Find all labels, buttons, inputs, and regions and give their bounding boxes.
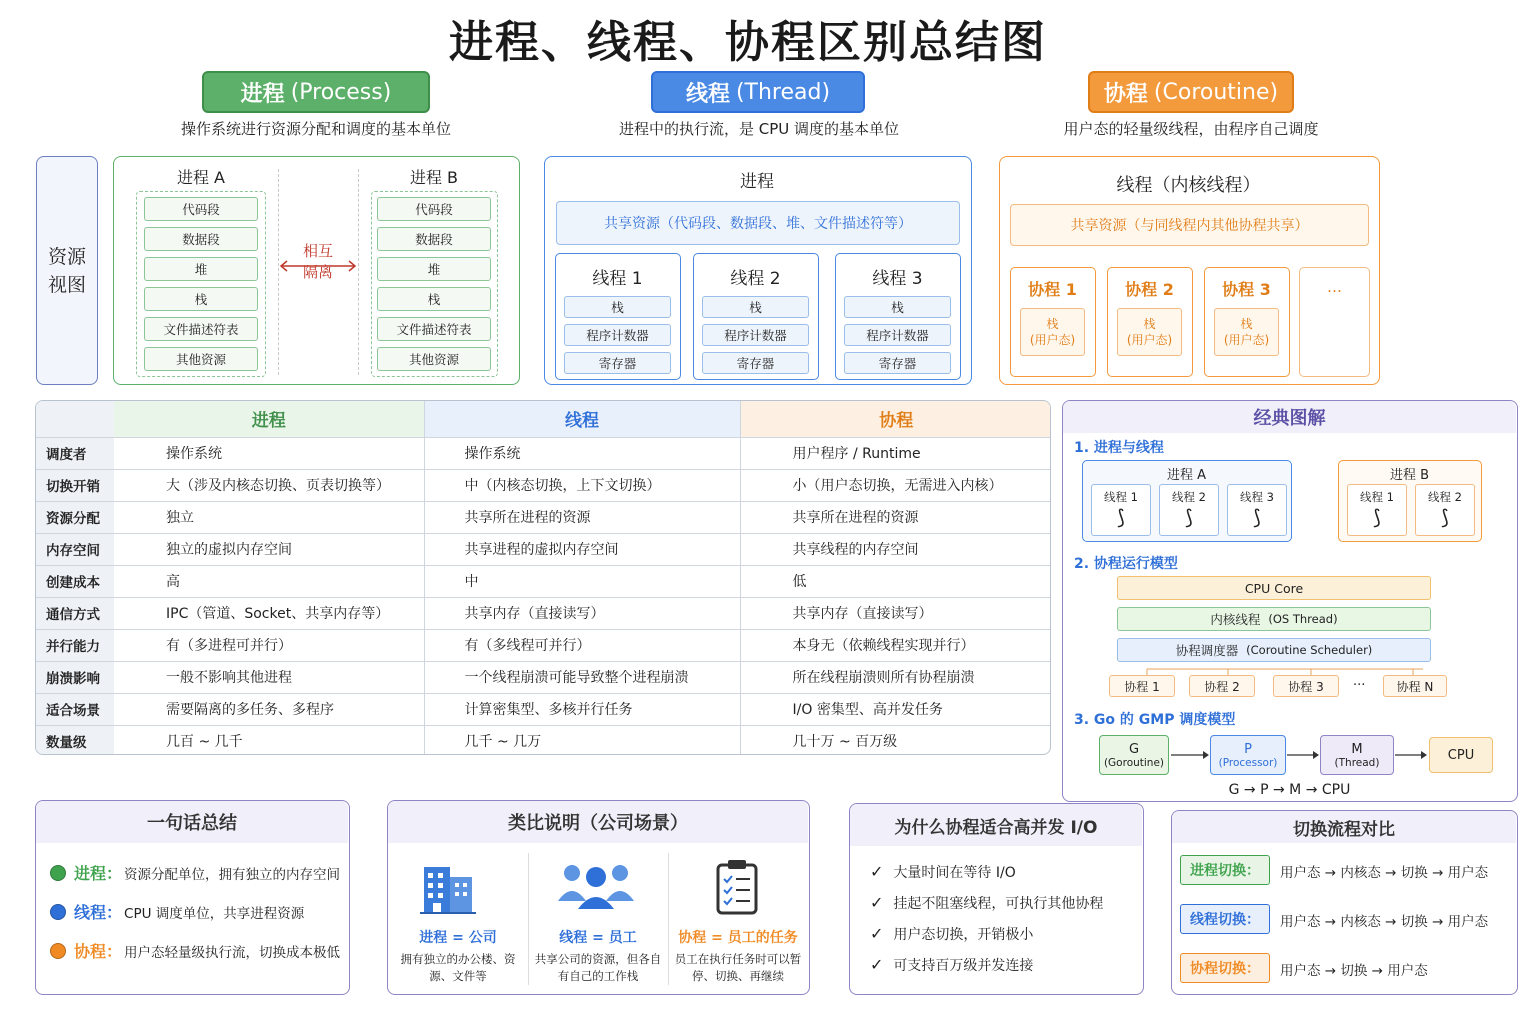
process-a-item: 数据段 <box>144 227 258 251</box>
row-cell: 共享所在进程的资源 <box>424 501 740 533</box>
process-a-item: 堆 <box>144 257 258 281</box>
coroutine-ellipsis: … <box>1299 267 1370 377</box>
row-label: 内存空间 <box>36 533 114 565</box>
people-icon <box>556 861 636 911</box>
coroutine-stack-note: (用户态) <box>1223 333 1270 347</box>
resource-view-label-text: 资源视图 <box>47 245 86 296</box>
row-cell: 一般不影响其他进程 <box>114 661 424 693</box>
table-row <box>36 469 1051 501</box>
summary-item-text: CPU 调度单位，共享进程资源 <box>124 905 305 922</box>
s1-process-a <box>1082 460 1292 542</box>
row-cell: 需要隔离的多任务、多程序 <box>114 693 424 725</box>
gmp-arrows-icon <box>1169 747 1429 763</box>
summary-item <box>50 939 345 962</box>
summary-item-text: 用户态轻量级执行流，切换成本极低 <box>124 944 341 961</box>
row-cell: 一个线程崩溃可能导致整个进程崩溃 <box>424 661 740 693</box>
thread-column <box>835 253 961 380</box>
row-cell: 几百 ~ 几千 <box>114 725 424 755</box>
process-description: 操作系统进行资源分配和调度的基本单位 <box>180 120 451 138</box>
gmp-g-box <box>1099 735 1169 775</box>
row-cell: 独立 <box>114 501 424 533</box>
coroutine-stack-label: 栈 <box>1143 317 1156 331</box>
why-item-text: 大量时间在等待 I/O <box>893 864 1016 881</box>
scheduler-label: 协程调度器 <box>1175 643 1239 658</box>
summary-item-name: 进程： <box>74 864 123 883</box>
thread-item: 寄存器 <box>564 352 671 374</box>
analogy-panel <box>387 800 810 995</box>
building-icon <box>418 857 478 915</box>
row-cell: 几十万 ~ 百万级 <box>740 725 1051 755</box>
row-cell: 低 <box>740 565 1051 597</box>
isolation-label: 相互隔离 <box>302 242 333 281</box>
table-row <box>36 533 1051 565</box>
why-item-text: 用户态切换，开销极小 <box>893 926 1034 943</box>
gmp-m-sub: (Thread) <box>1334 756 1380 769</box>
table-row <box>36 629 1051 661</box>
s1-process-a-title: 进程 A <box>1166 468 1207 483</box>
row-cell: 中（内核态切换，上下文切换） <box>424 469 740 501</box>
row-label: 创建成本 <box>36 565 114 597</box>
coroutine-header <box>1088 71 1294 113</box>
table-row <box>36 597 1051 629</box>
gmp-p-sub: (Processor) <box>1218 756 1278 769</box>
s1-title: 1. 进程与线程 <box>1074 440 1164 456</box>
row-cell: 共享线程的内存空间 <box>740 533 1051 565</box>
gmp-m: M <box>1351 741 1363 757</box>
thread-header-en: (Thread) <box>735 79 831 105</box>
row-cell: IPC（管道、Socket、共享内存等） <box>114 597 424 629</box>
process-a-item: 栈 <box>144 287 258 311</box>
why-item <box>870 856 1135 887</box>
pa-thread <box>1227 484 1287 536</box>
thread-resource-panel <box>544 156 972 385</box>
s1-thread-label: 线程 3 <box>1240 490 1274 504</box>
thread-item: 寄存器 <box>844 352 951 374</box>
thread-shared-resources: 共享资源（代码段、数据段、堆、文件描述符等） <box>556 201 960 245</box>
row-cell: 用户程序 / Runtime <box>740 437 1051 469</box>
row-label: 切换开销 <box>36 469 114 501</box>
analogy-divider-1 <box>528 853 529 985</box>
why-item-text: 可支持百万级并发连接 <box>893 957 1034 974</box>
why-item <box>870 949 1135 980</box>
row-cell: 大（涉及内核态切换、页表切换等） <box>114 469 424 501</box>
thread-item: 程序计数器 <box>844 324 951 346</box>
summary-item-text: 资源分配单位，拥有独立的内存空间 <box>124 866 341 883</box>
thread-wave-icon: ⟆ <box>1185 505 1193 529</box>
row-cell: 所在线程崩溃则所有协程崩溃 <box>740 661 1051 693</box>
thread-column-title: 线程 1 <box>592 269 643 289</box>
scheduler-en: (Coroutine Scheduler) <box>1246 643 1373 657</box>
thread-header-cn: 线程 <box>685 81 730 107</box>
analogy-item-desc: 员工在执行任务时可以暂停、切换、再继续 <box>674 952 802 983</box>
coroutine-column <box>1010 267 1096 377</box>
resource-view-label <box>36 156 98 385</box>
row-label: 数量级 <box>36 725 114 755</box>
analogy-title: 类比说明（公司场景） <box>388 801 808 843</box>
corner-cell <box>36 401 114 437</box>
thread-wave-icon: ⟆ <box>1253 505 1261 529</box>
row-cell: 共享所在进程的资源 <box>740 501 1051 533</box>
row-cell: 几千 ~ 几万 <box>424 725 740 755</box>
s2-title: 2. 协程运行模型 <box>1074 556 1178 572</box>
switch-panel <box>1171 810 1518 995</box>
column-header-coroutine: 协程 <box>740 401 1051 437</box>
check-icon: ✓ <box>870 955 884 974</box>
why-item <box>870 918 1135 949</box>
row-label: 通信方式 <box>36 597 114 629</box>
switch-item-label: 进程切换： <box>1180 855 1270 885</box>
thread-item: 程序计数器 <box>564 324 671 346</box>
s1-thread-label: 线程 1 <box>1104 490 1138 504</box>
coroutine-column-title: 协程 3 <box>1222 280 1271 299</box>
coroutine-stack-label: 栈 <box>1046 317 1059 331</box>
summary-item <box>50 900 345 923</box>
row-cell: 共享进程的虚拟内存空间 <box>424 533 740 565</box>
column-header-process: 进程 <box>114 401 424 437</box>
s1-thread-label: 线程 2 <box>1428 490 1462 504</box>
process-b-item: 代码段 <box>377 197 491 221</box>
switch-item-label: 线程切换： <box>1180 904 1270 934</box>
coroutine-column-title: 协程 2 <box>1125 280 1174 299</box>
s1-process-b <box>1338 460 1482 542</box>
summary-title: 一句话总结 <box>36 801 348 843</box>
cpu-core-box: CPU Core <box>1117 576 1431 600</box>
process-b-item: 数据段 <box>377 227 491 251</box>
coroutine-shared-resources: 共享资源（与同线程内其他协程共享） <box>1010 204 1369 246</box>
classic-title: 经典图解 <box>1063 401 1516 433</box>
process-a-title: 进程 A <box>176 168 226 187</box>
s2-ellipsis: ··· <box>1353 678 1366 693</box>
gmp-cpu-box: CPU <box>1429 737 1493 773</box>
s3-title: 3. Go 的 GMP 调度模型 <box>1074 712 1236 728</box>
row-label: 调度者 <box>36 437 114 469</box>
switch-item-label: 协程切换： <box>1180 953 1270 983</box>
kernel-thread-box <box>1117 607 1431 631</box>
row-cell: 共享内存（直接读写） <box>740 597 1051 629</box>
thread-item: 程序计数器 <box>702 324 809 346</box>
switch-item-flow: 用户态 → 内核态 → 切换 → 用户态 <box>1280 865 1489 881</box>
row-cell: 独立的虚拟内存空间 <box>114 533 424 565</box>
process-header <box>202 71 430 113</box>
process-header-en: (Process) <box>290 79 392 105</box>
check-icon: ✓ <box>870 862 884 881</box>
row-cell: I/O 密集型、高并发任务 <box>740 693 1051 725</box>
row-cell: 共享内存（直接读写） <box>424 597 740 629</box>
s2-coroutine: 协程 1 <box>1109 675 1175 697</box>
gmp-flow-text: G → P → M → CPU <box>1228 782 1351 798</box>
coroutine-stack <box>1214 308 1279 356</box>
gmp-p: P <box>1244 741 1252 757</box>
process-b-item: 堆 <box>377 257 491 281</box>
analogy-item-name: 线程 = 员工 <box>559 930 637 946</box>
summary-panel <box>35 800 350 995</box>
summary-item-name: 协程： <box>74 942 123 961</box>
isolation-arrow-icon <box>277 257 359 275</box>
s1-process-b-title: 进程 B <box>1389 468 1430 483</box>
process-a-item: 其他资源 <box>144 347 258 371</box>
pa-thread <box>1159 484 1219 536</box>
clipboard-icon <box>714 857 760 915</box>
s2-coroutine: 协程 N <box>1383 675 1447 697</box>
row-cell: 小（用户态切换，无需进入内核） <box>740 469 1051 501</box>
thread-item: 寄存器 <box>702 352 809 374</box>
thread-header <box>651 71 865 113</box>
s1-thread-label: 线程 2 <box>1172 490 1206 504</box>
coroutine-column <box>1204 267 1290 377</box>
row-cell: 有（多进程可并行） <box>114 629 424 661</box>
thread-item: 栈 <box>844 296 951 318</box>
thread-column <box>693 253 819 380</box>
coroutine-stack-label: 栈 <box>1240 317 1253 331</box>
coroutine-stack <box>1020 308 1085 356</box>
row-label: 并行能力 <box>36 629 114 661</box>
table-row <box>36 725 1051 755</box>
summary-dot-icon <box>50 943 66 959</box>
thread-item: 栈 <box>564 296 671 318</box>
process-b-item: 文件描述符表 <box>377 317 491 341</box>
coroutine-description: 用户态的轻量级线程，由程序自己调度 <box>1063 120 1319 138</box>
process-a-item: 代码段 <box>144 197 258 221</box>
analogy-divider-2 <box>668 853 669 985</box>
table-row <box>36 437 1051 469</box>
why-title: 为什么协程适合高并发 I/O <box>850 804 1142 846</box>
thread-panel-title: 进程 <box>740 172 774 192</box>
summary-item-name: 线程： <box>74 903 123 922</box>
table-row <box>36 501 1051 533</box>
analogy-item-name: 协程 = 员工的任务 <box>678 930 798 946</box>
why-panel <box>849 803 1144 995</box>
table-row <box>36 565 1051 597</box>
pb-thread <box>1415 484 1475 536</box>
row-label: 适合场景 <box>36 693 114 725</box>
analogy-item-desc: 共享公司的资源，但各自有自己的工作栈 <box>534 952 662 983</box>
thread-wave-icon: ⟆ <box>1441 505 1449 529</box>
process-b-item: 栈 <box>377 287 491 311</box>
gmp-g: G <box>1128 741 1140 757</box>
summary-item <box>50 861 345 884</box>
coroutine-panel-title: 线程（内核线程） <box>1116 175 1261 196</box>
coroutine-column-title: 协程 1 <box>1028 280 1077 299</box>
row-cell: 操作系统 <box>424 437 740 469</box>
switch-item-flow: 用户态 → 内核态 → 切换 → 用户态 <box>1280 914 1489 930</box>
gmp-g-sub: (Goroutine) <box>1103 756 1165 769</box>
process-b-title: 进程 B <box>409 168 459 187</box>
check-icon: ✓ <box>870 924 884 943</box>
row-label: 资源分配 <box>36 501 114 533</box>
comparison-table <box>36 401 1051 755</box>
column-header-thread: 线程 <box>424 401 740 437</box>
row-cell: 高 <box>114 565 424 597</box>
summary-dot-icon <box>50 865 66 881</box>
coroutine-header-en: (Coroutine) <box>1153 79 1279 105</box>
coroutine-header-cn: 协程 <box>1103 81 1148 107</box>
analogy-item-name: 进程 = 公司 <box>419 930 497 946</box>
why-item-text: 挂起不阻塞线程，可执行其他协程 <box>893 895 1104 912</box>
switch-title: 切换流程对比 <box>1172 811 1516 843</box>
page-title: 进程、线程、协程区别总结图 <box>449 17 1047 68</box>
kernel-thread-en: (OS Thread) <box>1268 612 1338 626</box>
s2-coroutine: 协程 3 <box>1273 675 1339 697</box>
s2-coroutine: 协程 2 <box>1189 675 1255 697</box>
process-resource-panel <box>113 156 520 385</box>
table-row <box>36 661 1051 693</box>
thread-column <box>555 253 681 380</box>
analogy-item-desc: 拥有独立的办公楼、资源、文件等 <box>400 952 516 983</box>
coroutine-column <box>1107 267 1193 377</box>
pa-thread <box>1091 484 1151 536</box>
switch-item-flow: 用户态 → 切换 → 用户态 <box>1280 963 1428 979</box>
scheduler-box <box>1117 638 1431 662</box>
check-icon: ✓ <box>870 893 884 912</box>
process-a-item: 文件描述符表 <box>144 317 258 341</box>
why-item <box>870 887 1135 918</box>
row-cell: 操作系统 <box>114 437 424 469</box>
row-cell: 中 <box>424 565 740 597</box>
thread-item: 栈 <box>702 296 809 318</box>
pb-thread <box>1347 484 1407 536</box>
thread-column-title: 线程 2 <box>730 269 781 289</box>
row-cell: 有（多线程可并行） <box>424 629 740 661</box>
row-cell: 计算密集型、多核并行任务 <box>424 693 740 725</box>
coroutine-resource-panel <box>999 156 1380 385</box>
thread-wave-icon: ⟆ <box>1373 505 1381 529</box>
process-b-item: 其他资源 <box>377 347 491 371</box>
thread-wave-icon: ⟆ <box>1117 505 1125 529</box>
row-label: 崩溃影响 <box>36 661 114 693</box>
thread-column-title: 线程 3 <box>872 269 923 289</box>
classic-diagrams-panel <box>1062 400 1518 802</box>
coroutine-stack-note: (用户态) <box>1029 333 1076 347</box>
coroutine-stack <box>1117 308 1182 356</box>
thread-description: 进程中的执行流，是 CPU 调度的基本单位 <box>618 120 900 138</box>
kernel-thread-label: 内核线程 <box>1210 612 1261 627</box>
s1-thread-label: 线程 1 <box>1360 490 1394 504</box>
process-header-cn: 进程 <box>240 81 285 107</box>
comparison-table-panel <box>35 400 1051 755</box>
table-row <box>36 693 1051 725</box>
coroutine-stack-note: (用户态) <box>1126 333 1173 347</box>
summary-dot-icon <box>50 904 66 920</box>
row-cell: 本身无（依赖线程实现并行） <box>740 629 1051 661</box>
